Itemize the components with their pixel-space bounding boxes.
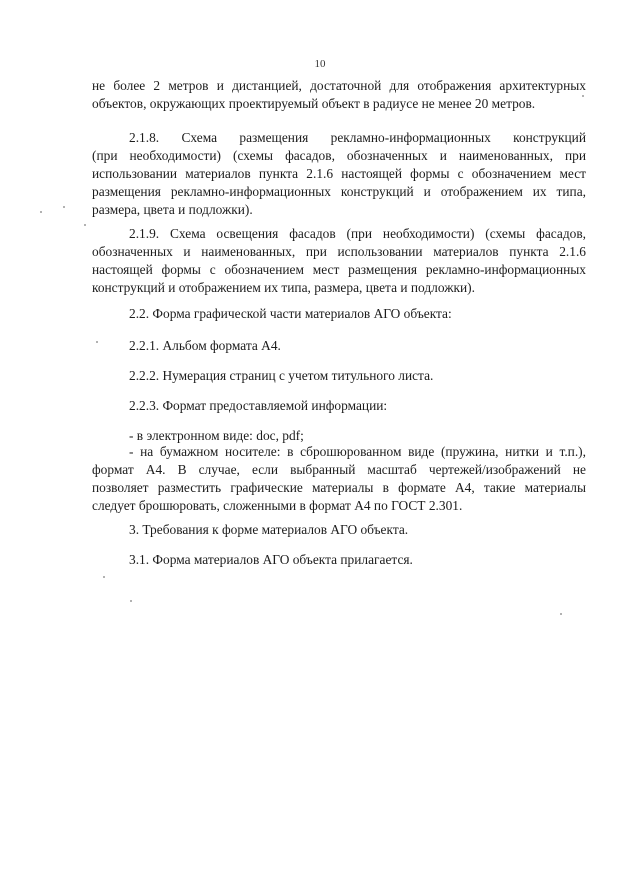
text-line: использовании материалов пункта 2.1.6 настоящей формы с обозначением мест bbox=[92, 166, 586, 181]
text-line: (при необходимости) (схемы фасадов, обозначенных и наименованных, при bbox=[92, 148, 586, 163]
paragraph-2-1-9 bbox=[92, 225, 586, 297]
scan-speck bbox=[63, 206, 65, 208]
paragraph-paper-format bbox=[92, 443, 586, 515]
scan-speck bbox=[130, 600, 132, 602]
paragraph-2-2 bbox=[92, 305, 586, 323]
scan-speck bbox=[582, 95, 584, 97]
paragraph-3-1 bbox=[92, 551, 586, 569]
text-line: 2.1.9. Схема освещения фасадов (при необходимости) (схемы фасадов, bbox=[129, 226, 586, 241]
scan-speck bbox=[40, 211, 42, 213]
paragraph-3 bbox=[92, 521, 586, 539]
text-line: не более 2 метров и дистанцией, достаточной для отображения архитектурных bbox=[92, 78, 586, 93]
text-line: следует брошюровать, сложенными в формат А4 по ГОСТ 2.301. bbox=[92, 498, 463, 513]
paragraph-continuation bbox=[92, 77, 586, 113]
scan-speck bbox=[103, 576, 105, 578]
paragraph-2-2-2 bbox=[92, 367, 586, 385]
paragraph-2-2-1 bbox=[92, 337, 586, 355]
text-line: размера, цвета и подложки). bbox=[92, 202, 253, 217]
text-line: обозначенных и наименованных, при использовании материалов пункта 2.1.6 bbox=[92, 244, 586, 259]
scan-speck bbox=[84, 224, 86, 226]
page-number: 10 bbox=[314, 58, 326, 70]
paragraph-2-2-3 bbox=[92, 397, 586, 415]
text-line: размещения рекламно-информационных конструкций и отображением их типа, bbox=[92, 184, 586, 199]
text-line: позволяет разместить графические материалы в формате А4, такие материалы bbox=[92, 480, 586, 495]
text-line: 2.2. Форма графической части материалов АГО объекта: bbox=[129, 306, 452, 321]
text-line: 3.1. Форма материалов АГО объекта прилагается. bbox=[129, 552, 413, 567]
text-line: объектов, окружающих проектируемый объект в радиусе не менее 20 метров. bbox=[92, 96, 536, 111]
scan-speck bbox=[560, 613, 562, 615]
paragraph-2-1-8 bbox=[92, 129, 586, 219]
text-line: 3. Требования к форме материалов АГО объекта. bbox=[129, 522, 409, 537]
text-line: конструкций и отображением их типа, размера, цвета и подложки). bbox=[92, 280, 475, 295]
text-line: - в электронном виде: doc, pdf; bbox=[129, 428, 304, 443]
scan-speck bbox=[96, 341, 98, 343]
text-line: 2.1.8. Схема размещения рекламно-информационных конструкций bbox=[129, 130, 586, 145]
text-line: настоящей формы с обозначением мест размещения рекламно-информационных bbox=[92, 262, 586, 277]
text-line: 2.2.3. Формат предоставляемой информации: bbox=[129, 398, 388, 413]
text-line: формат А4. В случае, если выбранный масштаб чертежей/изображений не bbox=[92, 462, 586, 477]
text-line: 2.2.2. Нумерация страниц с учетом титульного листа. bbox=[129, 368, 434, 383]
text-line: 2.2.1. Альбом формата А4. bbox=[129, 338, 281, 353]
text-line: - на бумажном носителе: в сброшюрованном виде (пружина, нитки и т.п.), bbox=[129, 444, 586, 459]
